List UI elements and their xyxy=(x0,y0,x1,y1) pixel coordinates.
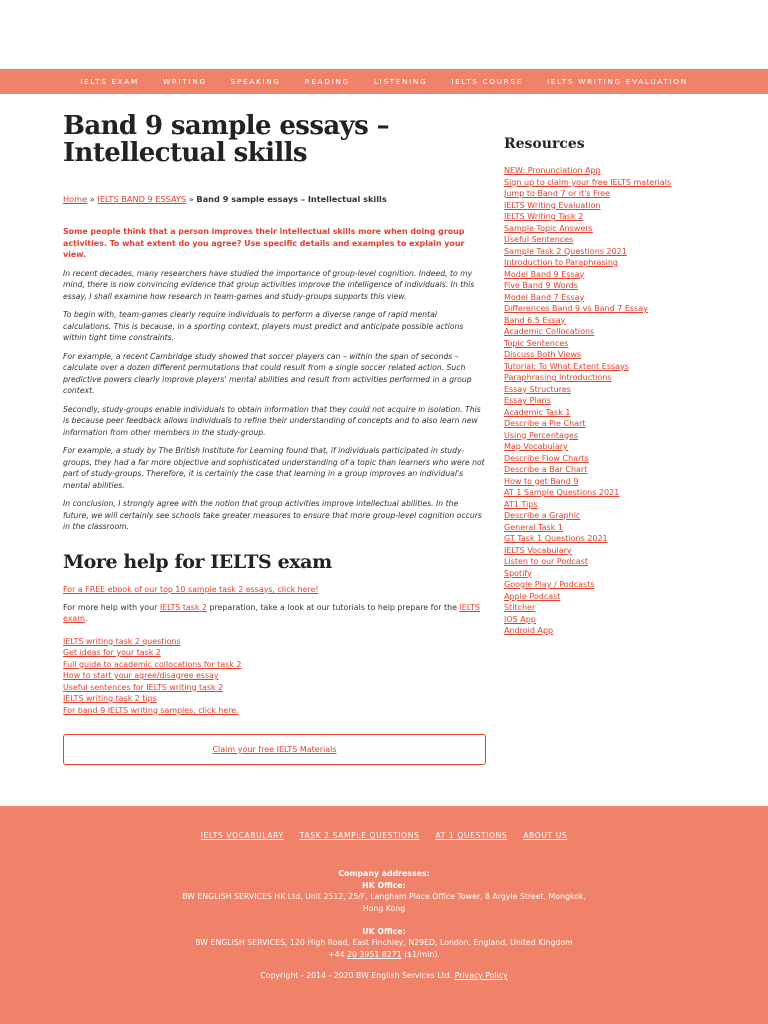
hk-office-heading: HK Office: xyxy=(362,880,406,890)
help-section-title: More help for IELTS exam xyxy=(63,550,332,573)
top-navbar xyxy=(0,69,768,94)
sidebar-resource-link[interactable]: Discuss Both Views xyxy=(504,350,582,359)
nav-listening[interactable]: LISTENING xyxy=(373,77,428,86)
help-link-task2-tips[interactable]: IELTS writing task 2 tips xyxy=(63,694,157,703)
footer-link-task2-questions[interactable]: TASK 2 SAMPLE QUESTIONS xyxy=(299,831,420,840)
list-item xyxy=(504,177,744,189)
sidebar-resource-link[interactable]: Describe Flow Charts xyxy=(504,453,589,463)
nav-speaking[interactable]: SPEAKING xyxy=(230,77,281,86)
sidebar-resource-link[interactable]: Describe a Graphic xyxy=(504,511,581,520)
sidebar-resource-link[interactable]: IELTS Writing Task 2 xyxy=(504,212,584,221)
essay-paragraph: In recent decades, many researchers have studied the importance of group-level cognition. Indeed, to my mind, there is now convincing evidence that group activities improve the intelligence of individuals. In this essay, I shall examine how research in team-games and study-groups supports this view. xyxy=(63,268,475,301)
list-item xyxy=(63,705,486,717)
list-item xyxy=(504,188,744,200)
sidebar-resource-link[interactable]: Sample Task 2 Questions 2021 xyxy=(504,246,627,256)
sidebar-resource-link[interactable]: Sign up to claim your free IELTS materials xyxy=(504,177,672,187)
list-item xyxy=(504,579,744,591)
sidebar-resource-link[interactable]: NEW: Pronunciation App xyxy=(504,166,601,175)
list-item xyxy=(504,499,744,511)
copyright xyxy=(0,971,768,980)
sidebar-resource-link[interactable]: Introduction to Paraphrasing xyxy=(504,258,618,267)
footer-nav xyxy=(0,831,768,840)
sidebar-resource-link[interactable]: Essay Plans xyxy=(504,396,551,405)
list-item xyxy=(504,487,744,499)
sidebar-resource-link[interactable]: Academic Task 1 xyxy=(504,407,571,417)
list-item xyxy=(504,418,744,430)
help-link-ideas[interactable]: Get ideas for your task 2 xyxy=(63,648,161,657)
list-item xyxy=(504,625,744,637)
list-item xyxy=(63,682,486,694)
list-item xyxy=(63,693,486,705)
list-item xyxy=(504,257,744,269)
list-item xyxy=(504,361,744,373)
sidebar-resource-link[interactable]: Topic Sentences xyxy=(504,338,569,348)
list-item xyxy=(504,453,744,465)
breadcrumb-separator: » xyxy=(186,194,197,204)
list-item xyxy=(504,303,744,315)
list-item xyxy=(504,614,744,626)
footer-link-at1-questions[interactable]: AT 1 QUESTIONS xyxy=(435,831,508,840)
main-content xyxy=(63,113,486,765)
hk-office-address: BW ENGLISH SERVICES HK Ltd, Unit 2512, 25/F, Langham Place Office Tower, 8 Argyle Street, Mongkok, Hong Kong xyxy=(182,892,586,913)
help-link-collocations[interactable]: Full guide to academic collocations for task 2 xyxy=(63,659,242,669)
sidebar-resource-link[interactable]: Band 6.5 Essay xyxy=(504,315,566,325)
essay-body xyxy=(63,268,486,533)
list-item xyxy=(504,223,744,235)
sidebar-resource-link[interactable]: Differences Band 9 vs Band 7 Essay xyxy=(504,304,648,313)
list-item xyxy=(504,280,744,292)
list-item xyxy=(504,349,744,361)
list-item xyxy=(63,659,486,671)
sidebar-resource-link[interactable]: Jump to Band 7 or it's Free xyxy=(504,189,611,198)
list-item xyxy=(504,407,744,419)
page-title: Band 9 sample essays – Intellectual skills xyxy=(63,111,390,168)
list-item xyxy=(504,211,744,223)
sidebar-resource-link[interactable]: Model Band 7 Essay xyxy=(504,292,585,302)
breadcrumb-home[interactable]: Home xyxy=(63,194,88,204)
list-item xyxy=(504,430,744,442)
list-item xyxy=(504,269,744,281)
sidebar-resource-link[interactable]: Academic Collocations xyxy=(504,327,595,336)
sidebar-resource-link[interactable]: AT 1 Sample Questions 2021 xyxy=(504,488,620,497)
sidebar-links-list xyxy=(504,165,744,637)
sidebar-resource-link[interactable]: IELTS Writing Evaluation xyxy=(504,200,601,210)
essay-paragraph: Secondly, study-groups enable individuals to obtain information that they could not acquire in isolation. This is because peer feedback allows individuals to refine their understanding of concepts and to also learn new information from other members in the study-group. xyxy=(63,404,481,437)
sidebar-resource-link[interactable]: Apple Podcast xyxy=(504,591,561,601)
footer-link-about-us[interactable]: ABOUT US xyxy=(523,831,568,840)
sidebar-resource-link[interactable]: Google Play / Podcasts xyxy=(504,580,595,589)
list-item xyxy=(504,395,744,407)
help-link-useful-sentences[interactable]: Useful sentences for IELTS writing task 2 xyxy=(63,682,224,692)
sidebar-resource-link[interactable]: Five Band 9 Words xyxy=(504,281,578,290)
resources-sidebar xyxy=(504,136,744,637)
privacy-policy-link[interactable]: Privacy Policy xyxy=(454,971,508,980)
nav-ielts-exam[interactable]: IELTS EXAM xyxy=(80,77,139,86)
uk-office-heading: UK Office: xyxy=(362,926,406,936)
ielts-task2-link[interactable]: IELTS task 2 xyxy=(159,602,207,612)
sidebar-resource-link[interactable]: Sample Topic Answers xyxy=(504,223,593,233)
sidebar-resource-link[interactable]: Map Vocabulary xyxy=(504,442,568,451)
list-item xyxy=(63,670,486,682)
sidebar-resource-link[interactable]: Paraphrasing Introductions xyxy=(504,373,612,382)
sidebar-resource-link[interactable]: How to get Band 9 xyxy=(504,476,579,486)
ielts-exam-link[interactable]: IELTS exam xyxy=(63,602,480,623)
help-text-part: . xyxy=(84,614,88,623)
help-link-task2-questions[interactable]: IELTS writing task 2 questions xyxy=(63,636,181,646)
sidebar-resource-link[interactable]: AT1 Tips xyxy=(504,499,538,509)
phone-line xyxy=(0,949,768,961)
list-item xyxy=(504,464,744,476)
essay-prompt: Some people think that a person improves their intellectual skills more when doing group activities. To what extent do you agree? Use specific details and examples to explain your view. xyxy=(63,227,465,259)
copyright-text: Copyright - 2014 - 2020 BW English Services Ltd. xyxy=(260,971,455,980)
list-item xyxy=(63,636,486,648)
list-item xyxy=(504,510,744,522)
nav-reading[interactable]: READING xyxy=(304,77,350,86)
list-item xyxy=(504,556,744,568)
list-item xyxy=(504,522,744,534)
sidebar-resource-link[interactable]: General Task 1 xyxy=(504,522,563,532)
help-text xyxy=(63,602,486,625)
list-item xyxy=(504,568,744,580)
list-item xyxy=(504,476,744,488)
list-item xyxy=(504,326,744,338)
list-item xyxy=(504,234,744,246)
breadcrumb-separator: » xyxy=(87,194,98,204)
list-item xyxy=(504,441,744,453)
claim-materials-box[interactable] xyxy=(63,734,486,765)
help-links-list xyxy=(63,636,486,717)
list-item xyxy=(63,647,486,659)
sidebar-resource-link[interactable]: Useful Sentences xyxy=(504,235,574,244)
list-item xyxy=(504,200,744,212)
sidebar-resource-link[interactable]: Tutorial: To What Extent Essays xyxy=(504,361,629,371)
essay-paragraph: For example, a study by The British Institute for Learning found that, if individuals participated in study-groups, they had a far more objective and sophisticated understanding of a topic than learners who were not part of study-groups. Therefore, it is certainly the case that learning in a group improves an individual's mental abilities. xyxy=(63,446,485,490)
claim-materials-button[interactable]: Claim your free IELTS Materials xyxy=(212,745,337,754)
sidebar-resource-link[interactable]: Model Band 9 Essay xyxy=(504,269,585,279)
breadcrumb-section[interactable]: IELTS BAND 9 ESSAYS xyxy=(97,194,187,204)
help-text-part: For more help with your xyxy=(63,602,160,612)
nav-writing[interactable]: WRITING xyxy=(162,77,207,86)
phone-prefix: +44 xyxy=(328,949,348,959)
nav-ielts-course[interactable]: IELTS COURSE xyxy=(451,77,523,86)
sidebar-resource-link[interactable]: Spotify xyxy=(504,568,532,578)
company-addresses xyxy=(0,868,768,960)
list-item xyxy=(504,338,744,350)
free-ebook-link[interactable]: For a FREE ebook of our top 10 sample task 2 essays, click here! xyxy=(63,584,319,594)
sidebar-resource-link[interactable]: GT Task 1 Questions 2021 xyxy=(504,534,608,543)
list-item xyxy=(504,315,744,327)
essay-paragraph: To begin with, team-games clearly require individuals to perform a diverse range of rapid mental calculations. This is because, in a sporting context, players must predict and anticipate possible actions within tight time constraints. xyxy=(63,310,464,342)
sidebar-resource-link[interactable]: IELTS Vocabulary xyxy=(504,545,572,555)
sidebar-resource-link[interactable]: Listen to our Podcast xyxy=(504,557,589,566)
phone-suffix: ($1/min). xyxy=(401,949,440,959)
help-link-agree-disagree[interactable]: How to start your agree/disagree essay xyxy=(63,671,219,680)
sidebar-resource-link[interactable]: IOS App xyxy=(504,614,536,624)
sidebar-resource-link[interactable]: Android App xyxy=(504,626,554,635)
list-item xyxy=(504,591,744,603)
sidebar-resource-link[interactable]: Essay Structures xyxy=(504,384,571,394)
footer-link-vocabulary[interactable]: IELTS VOCABULARY xyxy=(200,831,284,840)
list-item xyxy=(504,372,744,384)
footer xyxy=(0,806,768,1024)
sidebar-title: Resources xyxy=(504,136,585,152)
breadcrumb xyxy=(63,194,486,204)
list-item xyxy=(504,165,744,177)
sidebar-resource-link[interactable]: Describe a Bar Chart xyxy=(504,465,588,474)
list-item xyxy=(504,602,744,614)
sidebar-resource-link[interactable]: Stitcher xyxy=(504,603,536,612)
help-text-part: preparation, take a look at our tutorials to help prepare for the xyxy=(206,602,460,612)
phone-link[interactable]: 20 3951 8271 xyxy=(347,949,402,959)
list-item xyxy=(504,384,744,396)
essay-paragraph: For example, a recent Cambridge study showed that soccer players can – within the span of seconds – calculate over a dozen different permutations that could result from a single soccer related action. Such predictive powers clearly improve players' mental abilities and result from activities performed in a group context. xyxy=(63,351,472,395)
list-item xyxy=(504,533,744,545)
uk-office-address: BW ENGLISH SERVICES, 120 High Road, East Finchley, N29ED, London, England, United Kingdom xyxy=(195,938,573,947)
company-heading: Company addresses: xyxy=(338,869,430,878)
list-item xyxy=(504,246,744,258)
list-item xyxy=(504,292,744,304)
sidebar-resource-link[interactable]: Describe a Pie Chart xyxy=(504,419,586,428)
breadcrumb-current: Band 9 sample essays – Intellectual skills xyxy=(196,194,387,204)
nav-ielts-writing-evaluation[interactable]: IELTS WRITING EVALUATION xyxy=(546,77,688,86)
sidebar-resource-link[interactable]: Using Percentages xyxy=(504,430,579,440)
help-link-band9-samples[interactable]: For band 9 IELTS writing samples, click here. xyxy=(63,705,239,715)
essay-paragraph: In conclusion, I strongly agree with the notion that group activities improve intellectual abilities. In the future, we will certainly see schools take greater measures to ensure that more group-level cognition occurs in the classroom. xyxy=(63,499,482,531)
list-item xyxy=(504,545,744,557)
